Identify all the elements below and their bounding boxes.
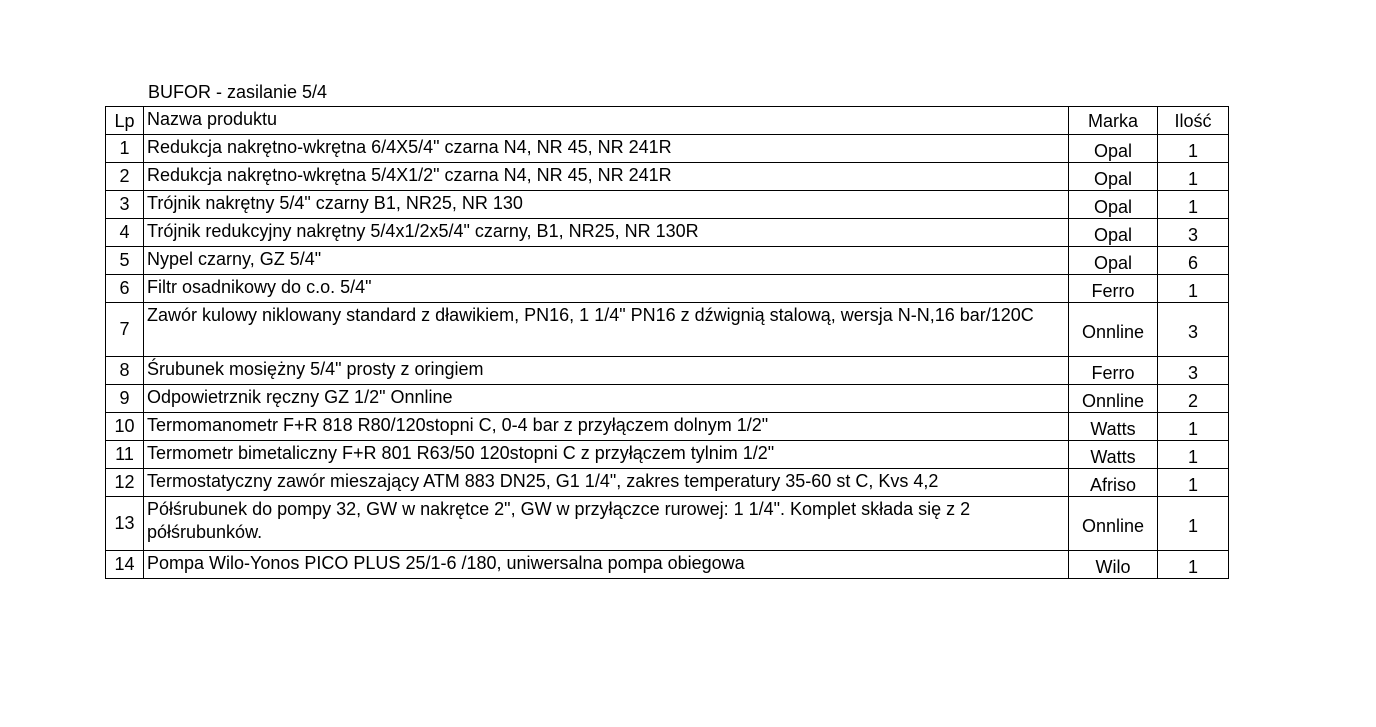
row-brand [1069,497,1158,551]
row-name: Nypel czarny, GZ 5/4" [144,247,1069,275]
table-row [106,191,1229,219]
header-lp-label: Lp [114,111,135,131]
row-brand-label: Opal [1093,197,1133,217]
row-lp: 1 [106,135,144,163]
row-lp: 9 [106,385,144,413]
row-brand [1069,219,1158,247]
row-qty [1158,191,1229,219]
header-qty [1158,107,1229,135]
header-brand-label: Marka [1087,111,1138,131]
row-qty [1158,303,1229,357]
table-row [106,135,1229,163]
row-brand [1069,135,1158,163]
header-brand [1069,107,1158,135]
table-row [106,497,1229,551]
row-qty [1158,219,1229,247]
row-qty-value: 3 [1187,322,1198,342]
table-row [106,303,1229,357]
row-name: Śrubunek mosiężny 5/4" prosty z oringiem [144,357,1069,385]
row-qty-value: 3 [1187,363,1198,383]
row-brand [1069,441,1158,469]
row-qty-value: 1 [1187,281,1198,301]
row-qty [1158,413,1229,441]
row-name: Termometr bimetaliczny F+R 801 R63/50 120stopni C z przyłączem tylnim 1/2" [144,441,1069,469]
row-qty [1158,385,1229,413]
table-row [106,357,1229,385]
row-name: Zawór kulowy niklowany standard z dławikiem, PN16, 1 1/4" PN16 z dźwignią stalową, wersja N-N,16 bar/120C [144,303,1069,357]
row-name: Termostatyczny zawór mieszający ATM 883 DN25, G1 1/4", zakres temperatury 35-60 st C, Kvs 4,2 [144,469,1069,497]
table-row [106,551,1229,579]
row-qty-value: 1 [1187,447,1198,467]
row-lp: 8 [106,357,144,385]
row-qty-value: 3 [1187,225,1198,245]
row-qty-value: 6 [1187,253,1198,273]
row-lp: 4 [106,219,144,247]
row-brand-label: Ferro [1091,363,1135,383]
row-qty [1158,275,1229,303]
row-name: Pompa Wilo-Yonos PICO PLUS 25/1-6 /180, uniwersalna pompa obiegowa [144,551,1069,579]
row-qty [1158,469,1229,497]
row-qty [1158,551,1229,579]
header-name: Nazwa produktu [144,107,1069,135]
row-brand [1069,275,1158,303]
row-lp: 5 [106,247,144,275]
row-qty [1158,135,1229,163]
row-brand [1069,357,1158,385]
row-brand-label: Opal [1093,141,1133,161]
document-title: BUFOR - zasilanie 5/4 [148,82,328,102]
row-lp: 11 [106,441,144,469]
row-qty-value: 1 [1187,197,1198,217]
table-row [106,275,1229,303]
products-table [105,106,1229,579]
row-brand [1069,551,1158,579]
row-brand [1069,191,1158,219]
row-brand-label: Onnline [1081,391,1145,411]
header-qty-label: Ilość [1174,111,1212,131]
row-brand [1069,385,1158,413]
row-name: Półśrubunek do pompy 32, GW w nakrętce 2", GW w przyłączce rurowej: 1 1/4". Komplet składa się z 2 półśrubunków. [144,497,1069,551]
row-qty [1158,163,1229,191]
row-qty-value: 1 [1187,475,1198,495]
row-qty-value: 2 [1187,391,1198,411]
row-brand [1069,163,1158,191]
table-row [106,413,1229,441]
table-row [106,247,1229,275]
row-qty-value: 1 [1187,169,1198,189]
row-qty [1158,247,1229,275]
row-lp: 14 [106,551,144,579]
row-qty [1158,357,1229,385]
row-lp: 6 [106,275,144,303]
row-name: Redukcja nakrętno-wkrętna 6/4X5/4" czarna N4, NR 45, NR 241R [144,135,1069,163]
row-brand-label: Onnline [1081,516,1145,536]
row-brand-label: Watts [1090,447,1136,467]
row-qty-value: 1 [1187,419,1198,439]
row-brand-label: Opal [1093,225,1133,245]
row-brand-label: Watts [1090,419,1136,439]
row-lp: 3 [106,191,144,219]
table-row [106,441,1229,469]
row-name: Trójnik redukcyjny nakrętny 5/4x1/2x5/4" czarny, B1, NR25, NR 130R [144,219,1069,247]
products-table-body [106,107,1229,579]
table-row [106,385,1229,413]
row-lp: 13 [106,497,144,551]
row-qty-value: 1 [1187,557,1198,577]
row-brand [1069,469,1158,497]
row-lp: 10 [106,413,144,441]
row-name: Redukcja nakrętno-wkrętna 5/4X1/2" czarna N4, NR 45, NR 241R [144,163,1069,191]
row-lp: 7 [106,303,144,357]
row-brand [1069,303,1158,357]
row-lp: 12 [106,469,144,497]
row-name: Trójnik nakrętny 5/4" czarny B1, NR25, NR 130 [144,191,1069,219]
row-brand [1069,413,1158,441]
row-qty [1158,497,1229,551]
row-name: Odpowietrznik ręczny GZ 1/2" Onnline [144,385,1069,413]
row-brand-label: Wilo [1095,557,1131,577]
row-qty-value: 1 [1187,516,1198,536]
row-lp: 2 [106,163,144,191]
row-brand-label: Opal [1093,169,1133,189]
row-name: Filtr osadnikowy do c.o. 5/4" [144,275,1069,303]
row-brand-label: Opal [1093,253,1133,273]
table-header-row [106,107,1229,135]
row-brand-label: Ferro [1091,281,1135,301]
row-brand-label: Onnline [1081,322,1145,342]
row-qty [1158,441,1229,469]
row-brand-label: Afriso [1089,475,1136,495]
table-row [106,163,1229,191]
row-brand [1069,247,1158,275]
header-lp [106,107,144,135]
table-row [106,469,1229,497]
row-name: Termomanometr F+R 818 R80/120stopni C, 0-4 bar z przyłączem dolnym 1/2" [144,413,1069,441]
row-qty-value: 1 [1187,141,1198,161]
table-row [106,219,1229,247]
